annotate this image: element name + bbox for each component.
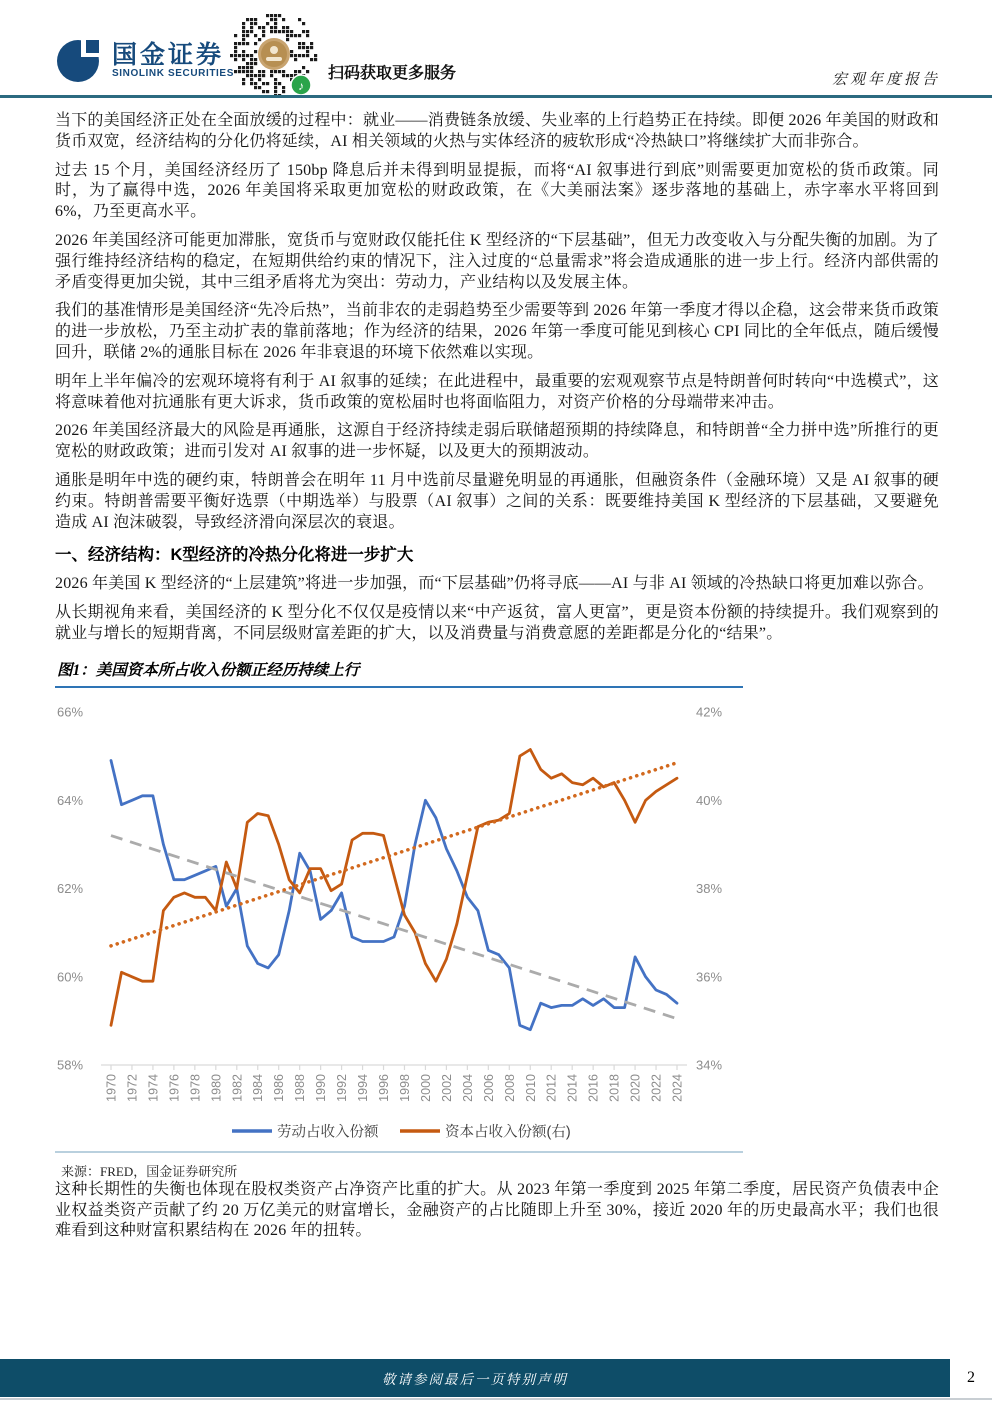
report-type-label: 宏观年度报告 <box>831 72 940 88</box>
svg-text:1994: 1994 <box>356 1073 371 1102</box>
svg-text:2000: 2000 <box>418 1073 433 1102</box>
svg-text:2008: 2008 <box>502 1073 517 1102</box>
svg-text:66%: 66% <box>57 704 84 720</box>
svg-text:2004: 2004 <box>460 1073 475 1102</box>
svg-text:58%: 58% <box>57 1057 84 1073</box>
svg-text:2014: 2014 <box>565 1073 580 1102</box>
income-share-chart <box>55 690 743 1150</box>
figure-source: 来源：FRED，国金证券研究所 <box>61 1163 238 1179</box>
svg-text:1984: 1984 <box>251 1073 266 1102</box>
svg-text:2018: 2018 <box>607 1073 622 1102</box>
svg-text:64%: 64% <box>57 792 84 808</box>
svg-text:1988: 1988 <box>293 1073 308 1102</box>
page-number: 2 <box>950 1359 992 1397</box>
qr-caption: 扫码获取更多服务 <box>328 65 457 82</box>
svg-text:2010: 2010 <box>523 1073 538 1102</box>
svg-text:1972: 1972 <box>125 1073 140 1102</box>
footer-disclaimer-bar <box>0 1359 950 1397</box>
page-bottom-divider <box>0 1398 992 1400</box>
paragraph: 2026 年美国 K 型经济的“上层建筑”将进一步加强，而“下层基础”仍将寻底——AI 与非 AI 领域的冷热缺口将更加难以弥合。 <box>55 575 934 593</box>
svg-text:劳动占收入份额: 劳动占收入份额 <box>277 1124 379 1141</box>
sinolink-logo-icon <box>55 36 103 84</box>
sinolink-logo <box>55 36 234 84</box>
logo-cn: 国金证券 <box>112 40 225 69</box>
music-note-icon <box>291 75 311 95</box>
logo-text <box>112 42 234 79</box>
svg-text:1980: 1980 <box>209 1073 224 1102</box>
closing-paragraph: 这种长期性的失衡也体现在股权类资产占净资产比重的扩大。从 2023 年第一季度到 2025 年第二季度，居民资产负债表中企业权益类资产贡献了约 20 万亿美元的财富增长，金融资产的占比随即上升至 30%，接近 2020 年的历史最高水平；我们也很难看到这种财富积累结构在 2026 年的扭转。 <box>55 1180 939 1240</box>
paragraph: 我们的基准情形是美国经济“先冷后热”，当前非农的走弱趋势至少需要等到 2026 年第一季度才得以企稳，这会带来货币政策的进一步放松，乃至主动扩表的靠前落地；作为经济的结果，2026 年第一季度可能见到核心 CPI 同比的全年低点，随后缓慢回升，联储 2%的通胀目标在 2026 年非衰退的环境下依然难以实现。 <box>55 302 939 361</box>
svg-text:1978: 1978 <box>188 1073 203 1102</box>
paragraph: 2026 年美国经济可能更加滞胀，宽货币与宽财政仅能托住 K 型经济的“下层基础”，但无力改变收入与分配失衡的加剧。为了强行维持经济结构的稳定，在短期供给约束的情况下，注入过度的“总量需求”将会造成通胀的进一步上行。经济内部供需的矛盾变得更加尖锐，其中三组矛盾将尤为突出：劳动力，产业结构以及发展主体。 <box>55 231 939 291</box>
svg-text:2016: 2016 <box>586 1073 601 1102</box>
page-header <box>0 0 992 95</box>
header-divider <box>0 95 992 98</box>
footer-disclaimer: 敬请参阅最后一页特别声明 <box>382 1372 568 1387</box>
svg-text:1974: 1974 <box>146 1073 161 1102</box>
paragraph: 通胀是明年中选的硬约束，特朗普会在明年 11 月中选前尽量避免明显的再通胀，但融资条件（金融环境）又是 AI 叙事的硬约束。特朗普需要平衡好选票（中期选举）与股票（AI 叙事）之间的关系：既要维持美国 K 型经济的下层基础，又要避免造成 AI 泡沫破裂，导致经济滑向深层次的衰退。 <box>55 471 939 531</box>
svg-text:1986: 1986 <box>272 1073 287 1102</box>
svg-text:资本占收入份额(右): 资本占收入份额(右) <box>445 1124 571 1141</box>
qr-code <box>230 10 318 98</box>
svg-text:62%: 62% <box>57 880 84 896</box>
svg-text:34%: 34% <box>696 1057 723 1073</box>
paragraph: 2026 年美国经济最大的风险是再通胀，这源自于经济持续走弱后联储超预期的持续降息，和特朗普“全力拼中选”所推行的更宽松的财政政策；进而引发对 AI 叙事的进一步怀疑，以及更大的预期波动。 <box>55 422 939 461</box>
svg-text:1990: 1990 <box>314 1073 329 1102</box>
svg-text:♪: ♪ <box>298 79 304 93</box>
paragraph: 过去 15 个月，美国经济经历了 150bp 降息后并未得到明显提振，而将“AI 叙事进行到底”则需要更加宽松的货币政策。同时，为了赢得中选，2026 年美国将采取更加宽松的财政政策，在《大美丽法案》逐步落地的基础上，赤字率水平将回到 6%，乃至更高水平。 <box>55 161 939 221</box>
paragraph: 从长期视角来看，美国经济的 K 型分化不仅仅是疫情以来“中产返贫，富人更富”，更是资本份额的持续提升。我们观察到的就业与增长的短期背离，不同层级财富差距的扩大，以及消费量与消费意愿的差距都是分化的“结果”。 <box>55 604 939 642</box>
svg-text:2006: 2006 <box>481 1073 496 1102</box>
svg-text:40%: 40% <box>696 792 723 808</box>
svg-text:2024: 2024 <box>670 1073 685 1102</box>
svg-text:2020: 2020 <box>628 1073 643 1102</box>
paragraph: 当下的美国经济正处在全面放缓的过程中：就业——消费链条放缓、失业率的上行趋势正在持续。即便 2026 年美国的财政和货币双宽，经济结构的分化仍将延续，AI 相关领域的火热与实体经济的疲软形成“冷热缺口”将继续扩大而非弥合。 <box>55 112 939 150</box>
svg-text:1998: 1998 <box>397 1073 412 1102</box>
svg-text:1970: 1970 <box>104 1073 119 1102</box>
svg-text:60%: 60% <box>57 968 84 984</box>
svg-text:1996: 1996 <box>377 1073 392 1102</box>
svg-text:1992: 1992 <box>335 1073 350 1102</box>
svg-text:2012: 2012 <box>544 1073 559 1102</box>
svg-text:2002: 2002 <box>439 1073 454 1102</box>
figure-bottom-divider <box>55 1151 743 1153</box>
svg-text:38%: 38% <box>696 880 723 896</box>
report-body <box>55 111 939 1250</box>
svg-text:2022: 2022 <box>649 1073 664 1102</box>
figure-1 <box>55 658 743 1180</box>
svg-text:42%: 42% <box>696 704 723 720</box>
paragraph: 明年上半年偏冷的宏观环境将有利于 AI 叙事的延续；在此进程中，最重要的宏观观察节点是特朗普何时转向“中选模式”，这将意味着他对抗通胀有更大诉求，货币政策的宽松届时也将面临阻力，对资产价格的分母端带来冲击。 <box>55 372 939 411</box>
svg-text:1982: 1982 <box>230 1073 245 1102</box>
section-heading: 一、经济结构：K型经济的冷热分化将进一步扩大 <box>55 546 414 565</box>
svg-text:1976: 1976 <box>167 1073 182 1102</box>
svg-text:36%: 36% <box>696 968 723 984</box>
figure-title: 图1：美国资本所占收入份额正经历持续上行 <box>55 658 743 688</box>
logo-en: SINOLINK SECURITIES <box>112 67 234 79</box>
